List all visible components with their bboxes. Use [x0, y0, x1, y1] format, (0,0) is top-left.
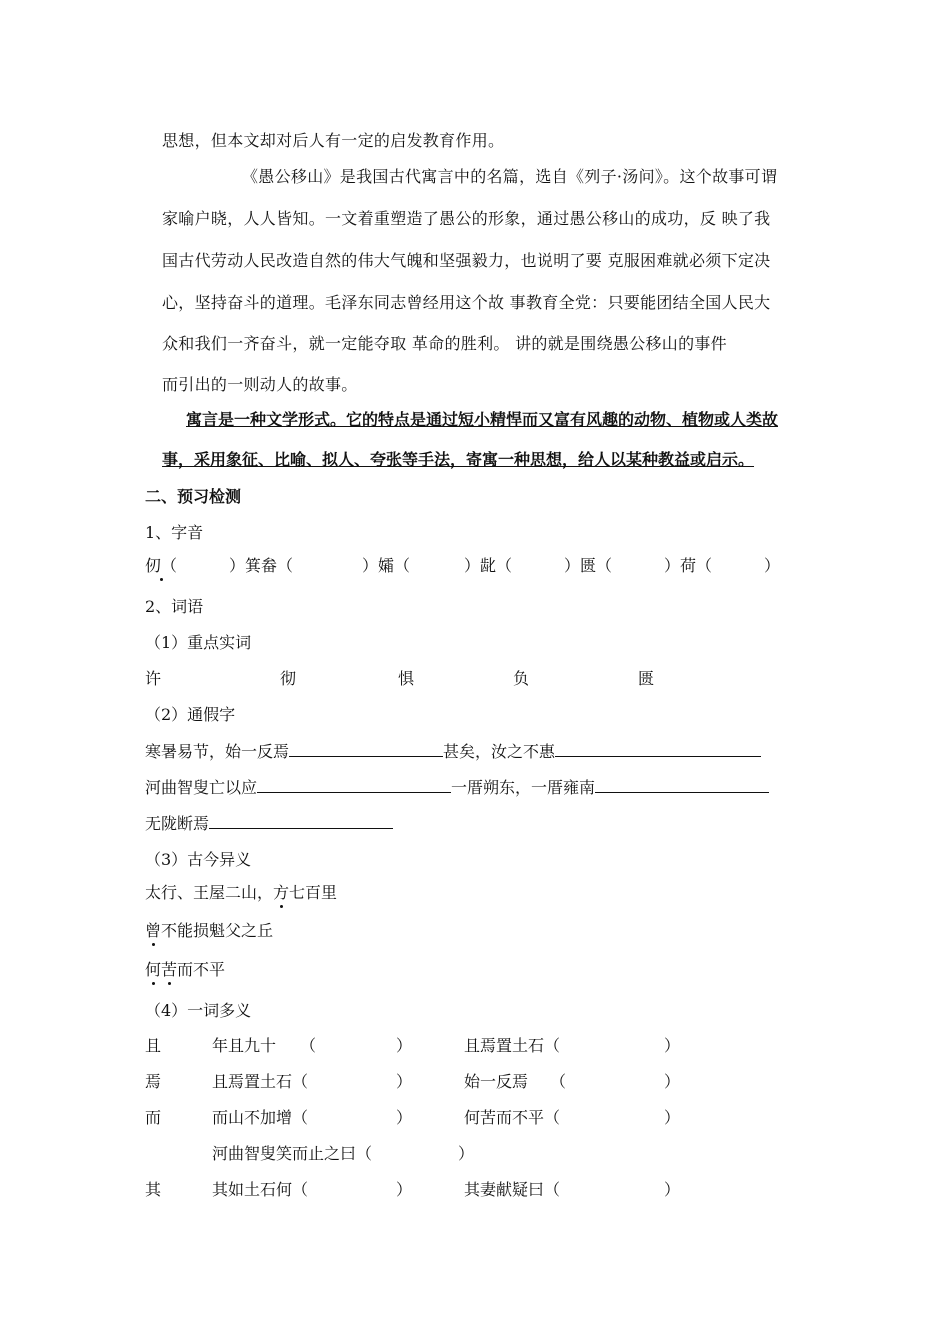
- answer-blank[interactable]: [289, 740, 443, 757]
- key-word: 匮: [638, 669, 655, 688]
- subquestion-title: （4）一词多义: [145, 1001, 252, 1020]
- polysemy-phrase-a: 河曲智叟笑而止之曰（: [212, 1144, 373, 1163]
- pronunciation-item: ）箕畚（: [229, 556, 294, 575]
- intro-line: 《愚公移山》是我国古代寓言中的名篇，选自《列子·汤问》。这个故事可谓: [242, 167, 778, 186]
- answer-blank[interactable]: [209, 812, 393, 829]
- intro-line: 家喻户晓，人人皆知。一文着重塑造了愚公的形象，通过愚公移山的成功，反 映了我: [162, 209, 771, 228]
- pronunciation-item: ）匮（: [564, 556, 613, 575]
- polysemy-word: 而: [145, 1108, 162, 1127]
- close-paren: ）: [664, 1108, 681, 1127]
- close-paren: ）: [396, 1180, 413, 1199]
- close-paren: ）: [458, 1144, 475, 1163]
- variant-char-row: 寒暑易节，始一反焉 甚矣，汝之不惠: [145, 739, 761, 762]
- answer-blank[interactable]: [555, 740, 761, 757]
- polysemy-phrase-a: 其如土石何（: [212, 1180, 309, 1199]
- close-paren: ）: [664, 1180, 681, 1199]
- intro-line: 而引出的一则动人的故事。: [162, 375, 358, 394]
- intro-paragraph-end: 思想，但本文却对后人有一定的启发教育作用。: [162, 131, 505, 150]
- polysemy-word: 其: [145, 1180, 162, 1199]
- ancient-modern-item: 太行、王屋二山，方七百里: [145, 883, 338, 902]
- open-paren: （: [550, 1072, 567, 1091]
- polysemy-phrase-b: 何苦而不平（: [464, 1108, 561, 1127]
- polysemy-phrase-b: 其妻献疑曰（: [464, 1180, 561, 1199]
- answer-blank[interactable]: [257, 776, 451, 793]
- polysemy-phrase-a: 而山不加增（: [212, 1108, 309, 1127]
- answer-blank[interactable]: [595, 776, 769, 793]
- pronunciation-item: ）孀（: [362, 556, 411, 575]
- question-title: 2、词语: [145, 597, 204, 616]
- intro-line: 国古代劳动人民改造自然的伟大气魄和坚强毅力，也说明了要 克服困难就必须下定决: [162, 251, 771, 270]
- open-paren: （: [300, 1036, 317, 1055]
- polysemy-word: 焉: [145, 1072, 162, 1091]
- ancient-modern-item: 曾不能损魁父之丘: [145, 921, 274, 940]
- question-title: 1、字音: [145, 523, 204, 542]
- pronunciation-item: ）荷（: [664, 556, 713, 575]
- intro-line: 众和我们一齐奋斗，就一定能夺取 革命的胜利。 讲的就是围绕愚公移山的事件: [162, 334, 727, 353]
- variant-char-row: 无陇断焉: [145, 811, 393, 834]
- close-paren: ）: [664, 1072, 681, 1091]
- fable-definition-line: 事，采用象征、比喻、拟人、夸张等手法，寄寓一种思想，给人以某种教益或启示。: [162, 450, 755, 469]
- subquestion-title: （3）古今异义: [145, 850, 252, 869]
- close-paren: ）: [396, 1072, 413, 1091]
- pronunciation-item: ）: [764, 556, 781, 575]
- polysemy-phrase-a: 且焉置土石（: [212, 1072, 309, 1091]
- fable-definition-line: 寓言是一种文学形式。它的特点是通过短小精悍而又富有风趣的动物、植物或人类故: [186, 410, 779, 429]
- close-paren: ）: [664, 1036, 681, 1055]
- key-word: 彻: [280, 669, 297, 688]
- section-title: 二、预习检测: [145, 487, 242, 506]
- polysemy-phrase-a: 年且九十: [212, 1036, 277, 1055]
- variant-char-row: 河曲智叟亡以应 一厝朔东，一厝雍南: [145, 775, 769, 798]
- pronunciation-item: ）龀（: [464, 556, 513, 575]
- subquestion-title: （2）通假字: [145, 705, 236, 724]
- polysemy-word: 且: [145, 1036, 162, 1055]
- pronunciation-item: 仞（: [145, 556, 178, 575]
- subquestion-title: （1）重点实词: [145, 633, 252, 652]
- close-paren: ）: [396, 1036, 413, 1055]
- key-word: 许: [145, 669, 162, 688]
- polysemy-phrase-b: 始一反焉: [464, 1072, 529, 1091]
- ancient-modern-item: 何苦而不平: [145, 960, 226, 979]
- intro-line: 心，坚持奋斗的道理。毛泽东同志曾经用这个故 事教育全党：只要能团结全国人民大: [162, 293, 771, 312]
- polysemy-phrase-b: 且焉置土石（: [464, 1036, 561, 1055]
- key-word: 惧: [398, 669, 415, 688]
- close-paren: ）: [396, 1108, 413, 1127]
- key-word: 负: [513, 669, 530, 688]
